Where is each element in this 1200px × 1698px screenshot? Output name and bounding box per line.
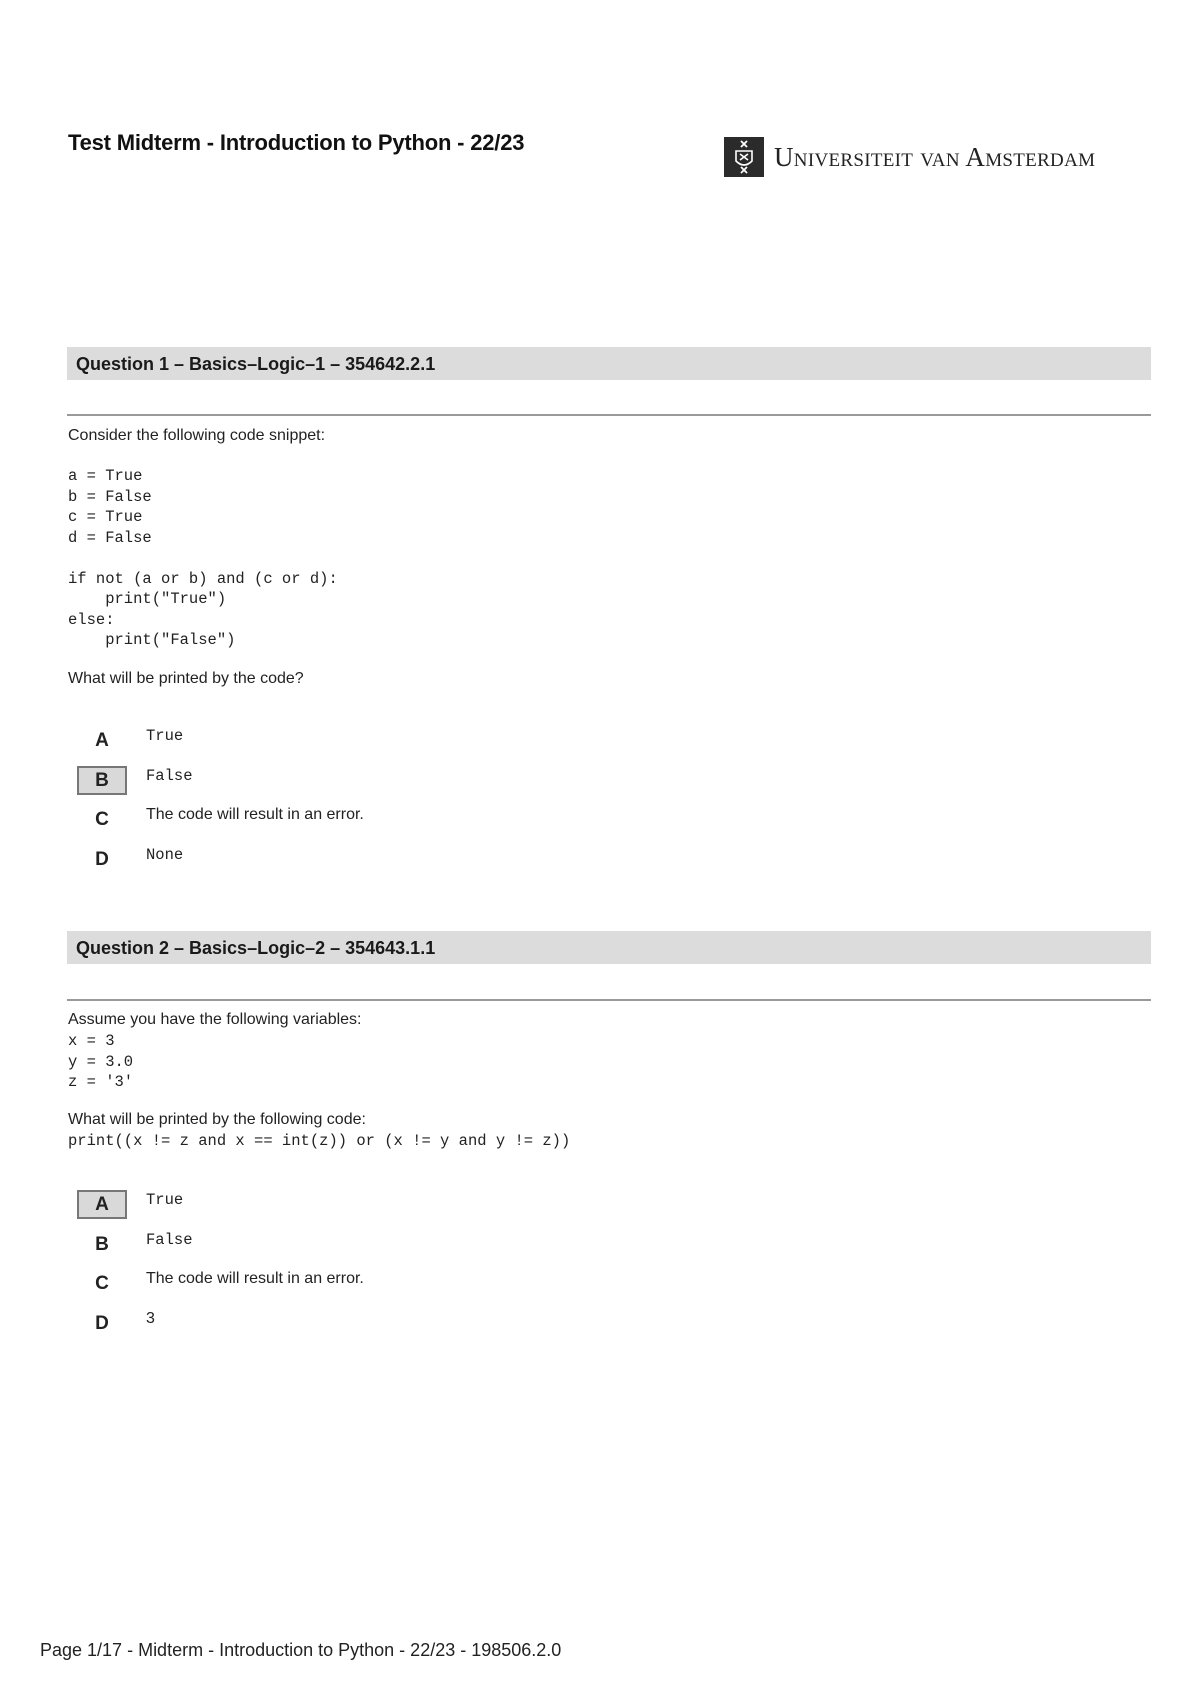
option-letter-a[interactable]: A xyxy=(95,730,109,751)
option-text: False xyxy=(146,767,193,785)
option-letter-c[interactable]: C xyxy=(95,1273,109,1294)
question-2-code: x = 3 y = 3.0 z = '3' xyxy=(68,1032,134,1091)
question-1-code: a = True b = False c = True d = False if not (a or b) and (c or d): print("True") else: print("False") xyxy=(68,467,338,649)
divider xyxy=(67,414,1151,416)
question-1-header xyxy=(67,347,1151,380)
option-text: None xyxy=(146,846,184,864)
question-1-title: Question 1 – Basics–Logic–1 – 354642.2.1 xyxy=(76,354,436,374)
question-2-title: Question 2 – Basics–Logic–2 – 354643.1.1 xyxy=(76,938,436,958)
option-letter-b-selected[interactable]: B xyxy=(77,766,127,795)
document-title: Test Midterm - Introduction to Python - 22/23 xyxy=(68,130,525,155)
question-1-intro: Consider the following code snippet: xyxy=(68,427,326,444)
logo-wordmark: Universiteit van Amsterdam xyxy=(774,141,1096,172)
option-text: 3 xyxy=(146,1310,155,1327)
question-2-prompt: What will be printed by the following code: xyxy=(68,1111,366,1128)
uva-crest-icon xyxy=(724,137,764,177)
option-text: The code will result in an error. xyxy=(146,806,364,823)
page-footer: Page 1/17 - Midterm - Introduction to Python - 22/23 - 198506.2.0 xyxy=(40,1640,562,1660)
option-text: The code will result in an error. xyxy=(146,1270,364,1287)
divider xyxy=(67,999,1151,1001)
question-2-header xyxy=(67,931,1151,964)
option-text: True xyxy=(146,1191,184,1209)
option-letter-d[interactable]: D xyxy=(95,849,109,870)
option-letter-b[interactable]: B xyxy=(95,1234,109,1255)
question-2-code-print: print((x != z and x == int(z)) or (x != y and y != z)) xyxy=(68,1132,571,1150)
option-letter-d[interactable]: D xyxy=(95,1313,109,1334)
option-text: False xyxy=(146,1231,193,1249)
question-2-intro: Assume you have the following variables: xyxy=(68,1011,362,1028)
university-logo xyxy=(724,136,1095,178)
question-1-prompt: What will be printed by the code? xyxy=(68,670,304,687)
option-letter-a-selected[interactable]: A xyxy=(77,1190,127,1219)
option-letter-c[interactable]: C xyxy=(95,809,109,830)
option-text: True xyxy=(146,727,184,745)
